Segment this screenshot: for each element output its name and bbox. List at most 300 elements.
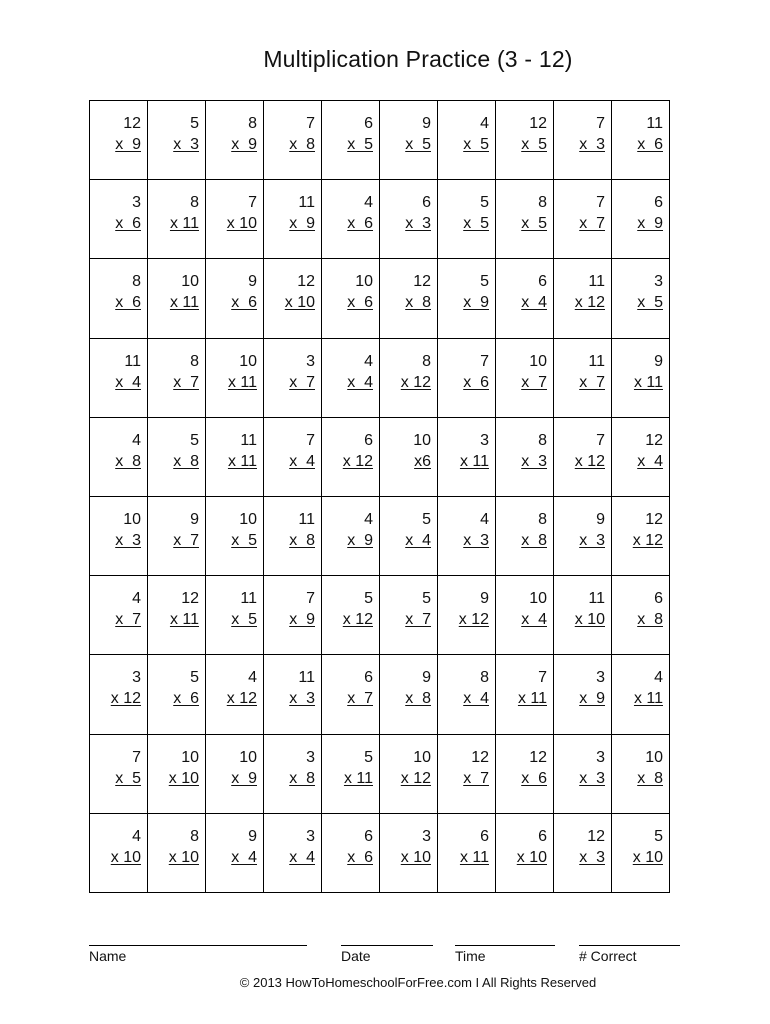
multiplier: x 4	[289, 452, 315, 470]
multiplier: x 6	[173, 690, 199, 708]
multiplication-problem	[115, 509, 141, 551]
multiplication-problem	[228, 430, 257, 472]
problem-cell	[496, 101, 554, 180]
multiplicand: 4	[132, 827, 141, 845]
multiplication-problem	[463, 113, 489, 155]
multiplication-problem	[405, 192, 431, 234]
problem-cell	[612, 814, 670, 893]
multiplicand: 7	[306, 115, 315, 132]
multiplier: x 6	[347, 848, 373, 866]
multiplicand: 9	[248, 827, 257, 845]
multiplier: x 4	[521, 294, 547, 312]
multiplication-problem	[634, 667, 663, 709]
multiplicand: 8	[190, 827, 199, 845]
problem-cell	[380, 497, 438, 576]
problem-cell	[554, 735, 612, 814]
multiplier: x 8	[637, 611, 663, 629]
problem-cell	[264, 576, 322, 655]
multiplication-problem	[231, 113, 257, 155]
multiplication-problem	[289, 588, 315, 630]
multiplier: x 8	[173, 452, 199, 470]
multiplication-problem	[173, 351, 199, 393]
multiplication-problem	[579, 509, 605, 551]
problem-cell	[612, 339, 670, 418]
multiplier: x 4	[463, 690, 489, 708]
multiplicand: 12	[529, 115, 547, 132]
multiplicand: 9	[596, 510, 605, 528]
multiplication-problem	[637, 271, 663, 313]
multiplier: x 10	[168, 848, 199, 866]
multiplicand: 9	[190, 510, 199, 528]
multiplier: x 10	[632, 848, 663, 866]
problem-cell	[554, 655, 612, 734]
multiplicand: 10	[645, 748, 663, 766]
multiplier: x 10	[110, 848, 141, 866]
multiplication-problem	[579, 113, 605, 155]
problem-cell	[264, 814, 322, 893]
multiplicand: 6	[364, 827, 373, 845]
problem-cell	[496, 576, 554, 655]
multiplication-problem	[637, 192, 663, 234]
multiplicand: 6	[364, 431, 373, 449]
multiplier: x 8	[637, 769, 663, 787]
problem-cell	[612, 180, 670, 259]
multiplication-problem	[115, 192, 141, 234]
multiplication-problem	[289, 113, 315, 155]
multiplicand: 4	[132, 590, 141, 608]
multiplication-problem	[460, 826, 489, 868]
multiplier: x 11	[169, 215, 199, 233]
multiplier: x 12	[574, 452, 605, 470]
multiplier: x 11	[633, 373, 663, 391]
problem-cell	[438, 655, 496, 734]
multiplication-problem	[518, 667, 547, 709]
problem-cell	[206, 180, 264, 259]
multiplication-problem	[173, 667, 199, 709]
multiplier: x 7	[463, 769, 489, 787]
problem-cell	[554, 497, 612, 576]
multiplicand: 9	[248, 273, 257, 291]
multiplier: x 9	[115, 136, 141, 153]
problem-cell	[380, 735, 438, 814]
multiplier: x 11	[459, 848, 489, 866]
multiplicand: 10	[239, 748, 257, 766]
multiplicand: 12	[645, 431, 663, 449]
problem-cell	[438, 576, 496, 655]
multiplication-problem	[347, 509, 373, 551]
multiplicand: 8	[248, 115, 257, 132]
multiplication-problem	[344, 747, 373, 789]
multiplicand: 5	[422, 590, 431, 608]
multiplication-problem	[401, 351, 431, 393]
multiplication-problem	[289, 509, 315, 551]
multiplication-problem	[413, 430, 431, 472]
multiplier: x 11	[227, 452, 257, 470]
problem-cell	[90, 418, 148, 497]
multiplier: x 5	[115, 769, 141, 787]
multiplication-problem	[111, 826, 141, 868]
multiplier: x 8	[115, 452, 141, 470]
multiplier: x 5	[637, 294, 663, 312]
problem-cell	[322, 735, 380, 814]
problem-cell	[264, 339, 322, 418]
multiplicand: 5	[480, 273, 489, 291]
multiplier: x 12	[110, 690, 141, 708]
problem-cell	[322, 259, 380, 338]
multiplier: x 6	[115, 294, 141, 312]
multiplication-problem	[401, 826, 431, 868]
problem-cell	[148, 814, 206, 893]
multiplier: x 9	[289, 215, 315, 233]
multiplier: x 9	[347, 531, 373, 549]
multiplication-problem	[637, 747, 663, 789]
problem-cell	[264, 497, 322, 576]
multiplication-problem	[115, 113, 141, 155]
multiplier: x 7	[347, 690, 373, 708]
multiplicand: 11	[298, 194, 315, 212]
multiplication-problem	[579, 192, 605, 234]
multiplicand: 11	[588, 352, 605, 370]
correct-label: # Correct	[579, 948, 637, 964]
multiplier: x 6	[347, 294, 373, 312]
multiplier: x 10	[284, 294, 315, 312]
problem-cell	[554, 418, 612, 497]
multiplier: x 11	[459, 452, 489, 470]
multiplicand: 6	[364, 669, 373, 687]
correct-line[interactable]	[579, 945, 680, 946]
problem-cell	[148, 418, 206, 497]
multiplication-problem	[405, 271, 431, 313]
multiplication-problem	[347, 192, 373, 234]
problem-cell	[612, 101, 670, 180]
name-label: Name	[89, 948, 127, 964]
problem-cell	[496, 655, 554, 734]
multiplicand: 3	[596, 669, 605, 687]
multiplier: x 10	[400, 848, 431, 866]
multiplier: x 6	[521, 769, 547, 787]
problem-cell	[380, 339, 438, 418]
problem-grid	[89, 100, 670, 893]
multiplier: x 9	[579, 690, 605, 708]
multiplicand: 12	[587, 827, 605, 845]
multiplication-problem	[173, 509, 199, 551]
multiplicand: 4	[480, 115, 489, 132]
problem-cell	[380, 418, 438, 497]
problem-cell	[322, 814, 380, 893]
multiplication-problem	[405, 588, 431, 630]
multiplier: x 7	[521, 373, 547, 391]
multiplicand: 4	[364, 352, 373, 370]
multiplier: x 3	[463, 531, 489, 549]
multiplication-problem	[111, 667, 141, 709]
multiplier: x 3	[173, 136, 199, 153]
multiplicand: 11	[588, 590, 605, 608]
multiplicand: 5	[480, 194, 489, 212]
name-line[interactable]	[89, 945, 307, 946]
multiplication-problem	[285, 271, 315, 313]
problem-cell	[322, 576, 380, 655]
multiplier: x 7	[289, 373, 315, 391]
multiplication-problem	[289, 667, 315, 709]
multiplication-problem	[463, 509, 489, 551]
multiplicand: 9	[422, 115, 431, 132]
multiplication-problem	[633, 826, 663, 868]
multiplier: x 6	[347, 215, 373, 233]
problem-cell	[496, 180, 554, 259]
multiplication-problem	[634, 351, 663, 393]
multiplicand: 11	[124, 352, 141, 370]
multiplier: x 6	[463, 373, 489, 391]
problem-cell	[206, 576, 264, 655]
multiplier: x 5	[521, 136, 547, 153]
multiplication-problem	[347, 271, 373, 313]
multiplier: x 3	[521, 452, 547, 470]
multiplier: x 10	[516, 848, 547, 866]
multiplicand: 5	[190, 115, 199, 132]
multiplicand: 3	[132, 194, 141, 212]
multiplication-problem	[173, 430, 199, 472]
multiplicand: 8	[538, 510, 547, 528]
multiplicand: 10	[413, 748, 431, 766]
problem-cell	[206, 259, 264, 338]
time-label: Time	[455, 948, 486, 964]
multiplicand: 4	[480, 510, 489, 528]
multiplication-problem	[289, 351, 315, 393]
problem-cell	[206, 735, 264, 814]
multiplier: x 6	[637, 136, 663, 153]
problem-cell	[322, 339, 380, 418]
multiplier: x 7	[173, 373, 199, 391]
multiplication-problem	[347, 113, 373, 155]
problem-cell	[554, 101, 612, 180]
multiplier: x 11	[343, 769, 373, 787]
multiplier: x 8	[405, 294, 431, 312]
problem-cell	[612, 418, 670, 497]
multiplicand: 4	[654, 669, 663, 687]
problem-cell	[206, 814, 264, 893]
multiplication-problem	[343, 588, 373, 630]
problem-cell	[206, 655, 264, 734]
multiplicand: 5	[422, 510, 431, 528]
time-line[interactable]	[455, 945, 555, 946]
multiplication-problem	[521, 351, 547, 393]
multiplicand: 8	[132, 273, 141, 291]
multiplication-problem	[169, 747, 199, 789]
problem-cell	[264, 655, 322, 734]
multiplier: x 7	[115, 611, 141, 629]
problem-cell	[554, 576, 612, 655]
multiplicand: 8	[190, 352, 199, 370]
problem-cell	[554, 180, 612, 259]
problem-cell	[90, 576, 148, 655]
multiplication-problem	[289, 747, 315, 789]
multiplicand: 10	[239, 352, 257, 370]
multiplicand: 7	[596, 194, 605, 212]
multiplicand: 10	[413, 431, 431, 449]
multiplier: x 3	[115, 531, 141, 549]
date-line[interactable]	[341, 945, 433, 946]
multiplication-problem	[401, 747, 431, 789]
multiplier: x 5	[463, 136, 489, 153]
problem-cell	[438, 497, 496, 576]
multiplicand: 5	[364, 748, 373, 766]
multiplicand: 3	[132, 669, 141, 687]
multiplication-problem	[521, 113, 547, 155]
problem-cell	[206, 339, 264, 418]
multiplier: x 11	[517, 690, 547, 708]
multiplication-problem	[170, 588, 199, 630]
problem-cell	[264, 735, 322, 814]
problem-cell	[438, 180, 496, 259]
multiplier: x 11	[227, 373, 257, 391]
multiplicand: 10	[181, 273, 199, 291]
multiplicand: 4	[364, 510, 373, 528]
problem-cell	[438, 259, 496, 338]
multiplier: x 10	[574, 611, 605, 629]
multiplication-problem	[521, 430, 547, 472]
problem-cell	[612, 576, 670, 655]
multiplicand: 8	[422, 352, 431, 370]
problem-cell	[496, 339, 554, 418]
multiplicand: 9	[422, 669, 431, 687]
multiplication-problem	[170, 192, 199, 234]
problem-cell	[90, 735, 148, 814]
problem-cell	[554, 814, 612, 893]
multiplier: x 3	[579, 848, 605, 866]
multiplicand: 3	[422, 827, 431, 845]
multiplicand: 12	[413, 273, 431, 291]
multiplication-problem	[463, 192, 489, 234]
multiplication-problem	[115, 351, 141, 393]
multiplier: x 4	[289, 848, 315, 866]
multiplicand: 10	[239, 510, 257, 528]
multiplicand: 6	[654, 590, 663, 608]
multiplier: x 6	[231, 294, 257, 312]
multiplier: x 8	[289, 531, 315, 549]
problem-cell	[90, 814, 148, 893]
multiplication-problem	[633, 509, 663, 551]
multiplier: x 11	[169, 294, 199, 312]
multiplier: x 4	[405, 531, 431, 549]
multiplicand: 6	[364, 115, 373, 132]
problem-cell	[380, 101, 438, 180]
multiplicand: 3	[306, 827, 315, 845]
problem-cell	[554, 259, 612, 338]
multiplication-problem	[347, 667, 373, 709]
multiplier: x 8	[521, 531, 547, 549]
multiplicand: 10	[529, 352, 547, 370]
multiplicand: 9	[480, 590, 489, 608]
problem-cell	[554, 339, 612, 418]
problem-cell	[322, 180, 380, 259]
copyright-text: © 2013 HowToHomeschoolForFree.com I All Rights Reserved	[239, 975, 597, 990]
problem-cell	[496, 814, 554, 893]
multiplier: x 10	[226, 215, 257, 233]
multiplier: x 3	[405, 215, 431, 233]
problem-cell	[612, 497, 670, 576]
multiplication-problem	[575, 271, 605, 313]
multiplier: x 4	[115, 373, 141, 391]
problem-cell	[264, 418, 322, 497]
multiplicand: 11	[240, 590, 257, 608]
multiplicand: 6	[422, 194, 431, 212]
multiplication-problem	[231, 588, 257, 630]
multiplication-problem	[460, 430, 489, 472]
multiplier: x 6	[115, 215, 141, 233]
multiplier: x 11	[633, 690, 663, 708]
multiplication-problem	[227, 667, 257, 709]
problem-cell	[496, 259, 554, 338]
multiplier: x 5	[231, 611, 257, 629]
multiplier: x 5	[405, 136, 431, 153]
multiplication-problem	[517, 826, 547, 868]
problem-cell	[148, 576, 206, 655]
multiplicand: 6	[538, 273, 547, 291]
multiplication-problem	[521, 509, 547, 551]
problem-cell	[148, 655, 206, 734]
multiplicand: 11	[646, 115, 663, 132]
multiplicand: 11	[298, 510, 315, 528]
multiplier: x 8	[289, 769, 315, 787]
problem-cell	[612, 735, 670, 814]
multiplication-problem	[115, 430, 141, 472]
problem-cell	[496, 497, 554, 576]
problem-cell	[148, 259, 206, 338]
multiplicand: 3	[306, 748, 315, 766]
multiplication-problem	[228, 351, 257, 393]
multiplier: x 11	[169, 611, 199, 629]
multiplicand: 7	[306, 590, 315, 608]
multiplier: x 8	[289, 136, 315, 153]
multiplier: x 9	[231, 136, 257, 153]
multiplicand: 11	[298, 669, 315, 687]
problem-cell	[90, 101, 148, 180]
multiplication-problem	[115, 588, 141, 630]
multiplicand: 12	[645, 510, 663, 528]
problem-cell	[148, 101, 206, 180]
multiplication-problem	[459, 588, 489, 630]
problem-cell	[206, 497, 264, 576]
problem-cell	[438, 418, 496, 497]
problem-cell	[148, 497, 206, 576]
multiplier: x 9	[637, 215, 663, 233]
multiplier: x 5	[347, 136, 373, 153]
multiplier: x 4	[521, 611, 547, 629]
multiplication-problem	[347, 351, 373, 393]
multiplicand: 5	[190, 431, 199, 449]
multiplicand: 3	[306, 352, 315, 370]
multiplier: x 12	[400, 769, 431, 787]
problem-cell	[380, 655, 438, 734]
multiplicand: 4	[132, 431, 141, 449]
problem-cell	[612, 259, 670, 338]
problem-cell	[206, 418, 264, 497]
multiplication-problem	[521, 747, 547, 789]
multiplication-problem	[115, 271, 141, 313]
problem-cell	[380, 259, 438, 338]
multiplier: x 5	[463, 215, 489, 233]
multiplicand: 7	[132, 748, 141, 766]
multiplier: x 4	[637, 452, 663, 470]
multiplier: x 3	[579, 136, 605, 153]
date-label: Date	[341, 948, 371, 964]
problem-cell	[438, 101, 496, 180]
multiplication-problem	[575, 588, 605, 630]
multiplicand: 10	[529, 590, 547, 608]
multiplication-problem	[231, 826, 257, 868]
multiplicand: 10	[355, 273, 373, 291]
multiplier: x 12	[342, 452, 373, 470]
